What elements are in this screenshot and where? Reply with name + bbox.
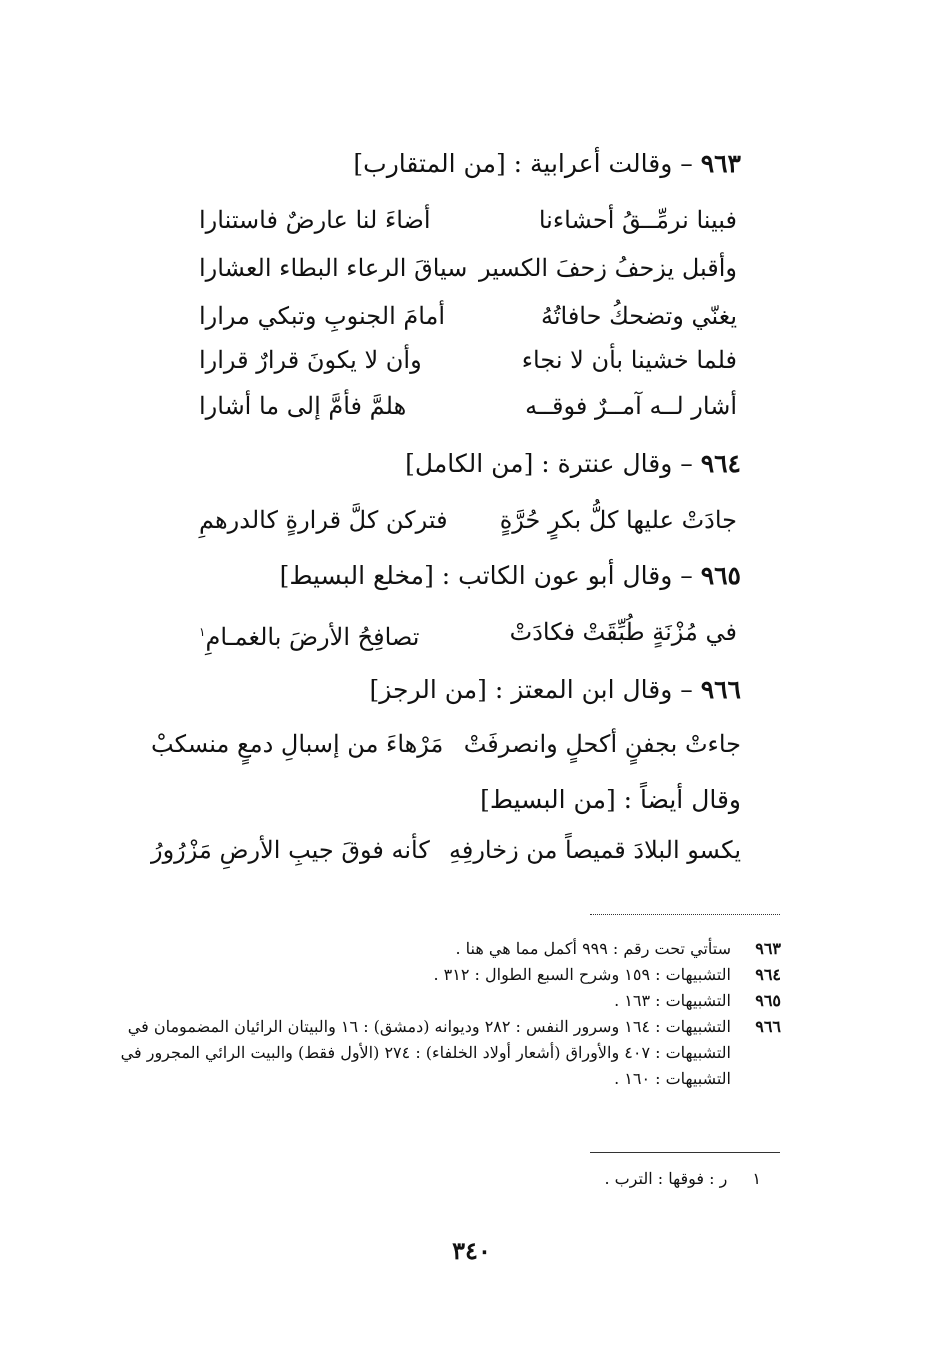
entry-title: – وقال ابن المعتز : [من الرجز] [369, 675, 693, 704]
verse-first-hemistich: يكسو البلادَ قميصاً من زخارفِهِ [449, 836, 741, 864]
verse-second-hemistich: أضاءَ لنا عارضٌ فاستنارا [199, 206, 431, 234]
note-number: ٩٦٣ [755, 939, 781, 958]
verse-second-hemistich: هلمَّ فأمَّ إلى ما أشارا [199, 392, 407, 420]
verse-first-hemistich: وأقبل يزحفُ زحفَ الكسير [478, 254, 737, 282]
footnote-marker: ١ [199, 625, 206, 639]
entry-title: – وقال عنترة : [من الكامل] [405, 449, 693, 478]
verse-second-hemistich: فتركن كلَّ قرارةٍ كالدرهمِ [199, 506, 448, 534]
entry-heading-964 [405, 444, 741, 484]
entry-title: – وقالت أعرابية : [من المتقارب] [353, 149, 693, 178]
entry-number: ٩٦٤ [700, 449, 741, 478]
footnote-text: ر : فوقها : الترب . [604, 1169, 728, 1188]
source-notes [108, 936, 781, 1092]
entry-number: ٩٦٦ [700, 675, 741, 704]
note-text: التشبيهات : ١٥٩ وشرح السبع الطوال : ٣١٢ . [433, 965, 731, 984]
notes-separator [590, 914, 780, 915]
note-text: التشبيهات : ١٦٣ . [614, 991, 731, 1010]
verse-line [199, 500, 737, 540]
footnote-number: ١ [752, 1169, 761, 1188]
verse-line [199, 340, 737, 380]
verse-line [199, 386, 737, 426]
verse-first-hemistich: في مُزْنَةٍ طُبِّقَتْ فكادَتْ [509, 618, 737, 646]
verse-line [199, 200, 737, 240]
entry-number: ٩٦٣ [700, 149, 741, 178]
verse-second-hemistich: وأن لا يكونَ قرارٌ قرارا [199, 346, 422, 374]
note-item [108, 988, 781, 1014]
verse-first-hemistich: أشار لــه آمــرٌ فوقــه [525, 392, 737, 420]
verse-line [199, 296, 737, 336]
verse-line [199, 612, 737, 652]
note-number: ٩٦٤ [755, 965, 781, 984]
note-item [108, 936, 781, 962]
note-number: ٩٦٥ [755, 991, 781, 1010]
verse-second-hemistich: كأنه فوقَ جيبِ الأرضِ مَزْرُورُ [151, 836, 430, 864]
entry-number: ٩٦٥ [700, 561, 741, 590]
verse-first-hemistich: فبينا نرمِّــقُ أحشاءنا [538, 206, 737, 234]
verse-line [199, 248, 737, 288]
entry-title: – وقال أبو عون الكاتب : [مخلع البسيط] [279, 561, 693, 590]
verse-first-hemistich: فلما خشينا بأن لا نجاء [521, 346, 737, 374]
verse-first-hemistich: جادَتْ عليها كلُّ بكرٍ حُرَّةٍ [499, 506, 737, 534]
verse-line [151, 724, 741, 764]
entry-heading-966 [369, 670, 741, 710]
entry-subheading [480, 780, 741, 820]
verse-first-hemistich: يغنّي وتضحكُ حافاتُهُ [540, 302, 737, 330]
note-item [108, 962, 781, 988]
entry-subtitle: وقال أيضاً : [من البسيط] [480, 785, 741, 814]
verse-second-hemistich: مَرْهاءَ من إسبالِ دمعٍ منسكبْ [151, 730, 444, 758]
verse-first-hemistich: جاءتْ بجفنٍ أكحلٍ وانصرفَتْ [463, 730, 741, 758]
page-number: ٣٤٠ [452, 1236, 491, 1265]
note-number: ٩٦٦ [755, 1017, 781, 1036]
verse-second-hemistich [199, 612, 419, 652]
verse-line [151, 830, 741, 870]
verse-second-hemistich: سياقَ الرعاء البطاء العشارا [199, 254, 468, 282]
note-text: التشبيهات : ١٦٤ وسرور النفس : ٢٨٢ وديوانه (دمشق) : ١٦ والبيتان الرائيان المضمومان في التشبيهات : ٤٠٧ والأوراق (أشعار أولاد الخلفاء) : ٢٧٤ (الأول فقط) والبيت الرائي المجرور في التشبيهات : ١٦٠ . [120, 1017, 731, 1088]
note-item [108, 1014, 781, 1092]
footnote-separator [590, 1152, 780, 1153]
footnote [604, 1166, 761, 1192]
entry-heading-963 [353, 144, 741, 184]
verse-second-hemistich: أمامَ الجنوبِ وتبكي مرارا [199, 302, 446, 330]
verse-second-hemistich-text: تصافِحُ الأرضَ بالغمـامِ [205, 623, 420, 651]
entry-heading-965 [280, 556, 741, 596]
note-text: ستأتي تحت رقم : ٩٩٩ أكمل مما هي هنا . [455, 939, 731, 958]
